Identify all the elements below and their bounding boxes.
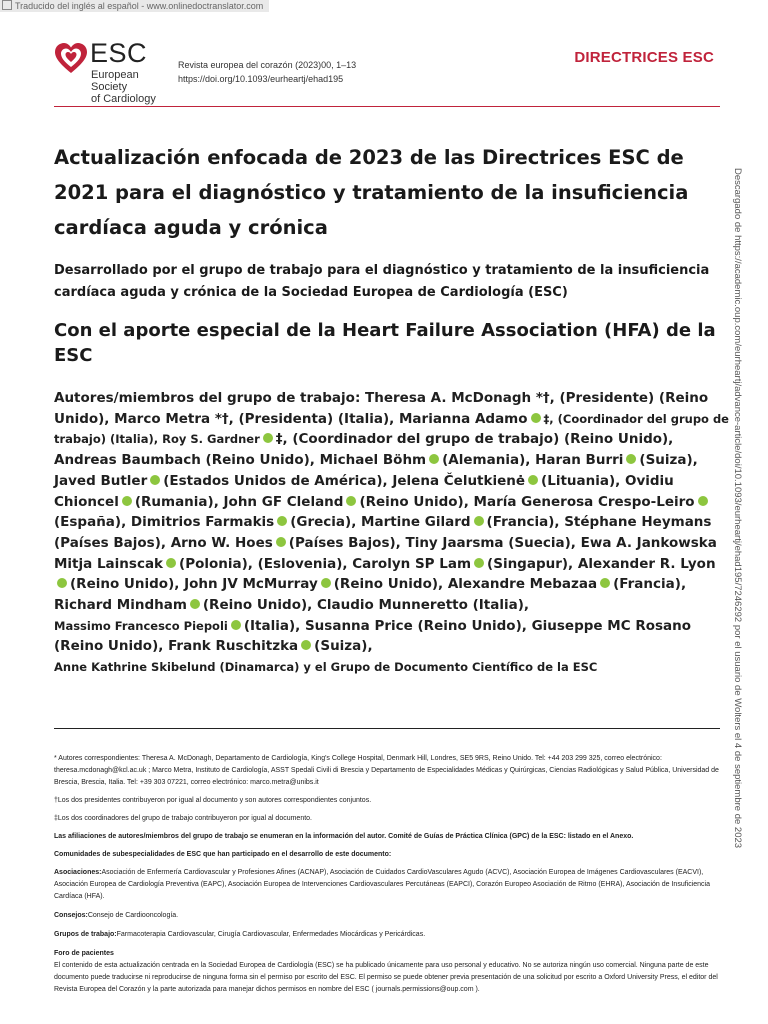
translator-banner[interactable] [0, 0, 269, 12]
authors-part: Anne Kathrine Skibelund (Dinamarca) y el Grupo de Documento Científico de la ESC [54, 660, 598, 675]
document-title: Actualización enfocada de 2023 de las Directrices ESC de 2021 para el diagnóstico y tratamiento de la insuficiencia cardíaca aguda y crónica [54, 146, 689, 239]
patient-forum-text: El contenido de esta actualización centrada en la Sociedad Europea de Cardiología (ESC) se ha publicado únicamente para uso personal y educativo. No se autoriza ningún uso comercial. Ninguna parte de este documento puede traducirse ni reproducirse de ninguna forma sin el permiso por escrito del ESC. El permiso se puede obtener previa presentación de una solicitud por escrito a Oxford University Press, el editor del Revista Europea del Corazón y la parte autorizada para manejar dichos permisos en nombre del ESC ( journals.permissions@oup.com ). [54, 962, 718, 993]
authors-part: (Estados Unidos de América), Jelena Čelutkienė [163, 472, 526, 489]
esc-logo [54, 38, 164, 105]
authors-part: (Reino Unido), Claudio Munneretto (Italia), [202, 597, 530, 614]
orcid-icon[interactable] [301, 640, 311, 650]
footnote-divider [54, 728, 720, 729]
special-contribution: Con el aporte especial de la Heart Failure Association (HFA) de la ESC [54, 320, 716, 366]
footnotes [54, 753, 724, 1002]
authors-part: (Lituania), Ovidiu Chioncel [54, 472, 674, 510]
orcid-icon[interactable] [276, 537, 286, 547]
authors-part: ‡, (Coordinador del grupo de trabajo) (Reino Unido), Andreas Baumbach (Reino Unido), Michael Böhm [54, 431, 674, 469]
associations-text: Asociación de Enfermería Cardiovascular y Profesiones Afines (ACNAP), Asociación de Cuidados CardioVasculares Agudo (ACVC), Asociación Europea de Imágenes Cardiovasculares (EACVI), Asociación Europea de Cardiología Preventiva (EAPC), Asociación Europea de Intervenciones Cardiovasculares Percutáneas (EAPCI), Corazón Europeo Asociación de Ritmo (EHRA), Asociación de Insuficiencia Cardíaca (HFA). [54, 869, 711, 900]
translator-banner-text: Traducido del inglés al español - www.onlinedoctranslator.com [15, 1, 264, 11]
authors-part: (Reino Unido), John JV McMurray [70, 576, 318, 593]
authors-part: †, (Presidente) (Reino Unido), Marco Metra * [54, 390, 709, 427]
orcid-icon[interactable] [166, 558, 176, 568]
orcid-icon[interactable] [600, 578, 610, 588]
heart-logo-icon [54, 42, 88, 76]
working-groups-text: Farmacoterapia Cardiovascular, Cirugía Cardiovascular, Enfermedades Miocárdicas y Pericárdicas. [116, 931, 426, 938]
orcid-icon[interactable] [429, 454, 439, 464]
authors-part: (Singapur), Alexander R. Lyon [487, 555, 716, 572]
authors-part: Massimo Francesco Piepoli [54, 618, 228, 633]
associations-label: Asociaciones: [54, 869, 102, 876]
patient-forum-label: Foro de pacientes [54, 950, 114, 957]
orcid-icon[interactable] [626, 454, 636, 464]
subspecialty-communities-heading: Comunidades de subespecialidades de ESC que han participado en el desarrollo de este documento: [54, 851, 392, 858]
authors-part: (Suiza), [314, 638, 373, 655]
orcid-icon[interactable] [122, 496, 132, 506]
orcid-icon[interactable] [277, 516, 287, 526]
councils-label: Consejos: [54, 912, 88, 919]
authors-part: (Reino Unido), María Generosa Crespo-Leiro [359, 493, 695, 510]
header-divider [54, 106, 720, 107]
authors-part: (Rumania), John GF Cleland [134, 493, 344, 510]
corresponding-authors-note: * Autores correspondientes: Theresa A. McDonagh, Departamento de Cardiología, King's College Hospital, Denmark Hill, Londres, SE5 9RS, Reino Unido. Tel: +44 203 299 325, correo electrónico: theresa.mcdonagh@kcl.ac.uk ; Marco Metra, Instituto de Cardiología, ASST Spedali Civili di Brescia y Departamento de Especialidades Médicas y Quirúrgicas, Ciencias Radiológicas y Salud Pública, Universidad de Brescia, Brescia, Italia. Tel: +39 303 07221, correo electrónico: marco.metra@unibs.it [54, 755, 719, 786]
authors-part: (Suiza), Javed Butler [54, 452, 698, 489]
authors-part: (Alemania), Haran Burri [442, 452, 624, 469]
orcid-icon[interactable] [150, 475, 160, 485]
authors-part: †, (Presidenta) (Italia), Marianna Adamo [221, 410, 528, 427]
coordinators-note: ‡Los dos coordinadores del grupo de trabajo contribuyeron por igual al documento. [54, 815, 313, 822]
guidelines-tag: DIRECTRICES ESC [574, 49, 714, 66]
authors-list [54, 388, 730, 678]
orcid-icon[interactable] [528, 475, 538, 485]
authors-part: (Polonia), (Eslovenia), Carolyn SP Lam [179, 555, 472, 572]
doi-link[interactable]: https://doi.org/10.1093/eurheartj/ehad195 [178, 74, 344, 84]
orcid-icon[interactable] [474, 558, 484, 568]
orcid-icon[interactable] [263, 433, 273, 443]
authors-part: ‡, (Coordinador del grupo de trabajo) (Italia), Roy S. Gardner [54, 411, 729, 447]
orcid-icon[interactable] [346, 496, 356, 506]
orcid-icon[interactable] [57, 578, 67, 588]
authors-part: (Países Bajos), Tiny Jaarsma (Suecia), Ewa A. Jankowska Mitja Lainscak [54, 534, 717, 572]
orcid-icon[interactable] [531, 413, 541, 423]
translate-icon [2, 0, 12, 10]
journal-reference: Revista europea del corazón (2023)00, 1–13 [178, 60, 357, 70]
esc-society-name: European Society of Cardiology [91, 69, 156, 105]
authors-part: (Grecia), Martine Gilard [290, 514, 471, 531]
authors-part: (Francia), Richard Mindham [54, 576, 687, 614]
orcid-icon[interactable] [190, 599, 200, 609]
affiliations-note: Las afiliaciones de autores/miembros del grupo de trabajo se enumeran en la información del autor. Comité de Guías de Práctica Clínica (GPC) de la ESC: listado en el Anexo. [54, 833, 634, 840]
orcid-icon[interactable] [321, 578, 331, 588]
orcid-icon[interactable] [231, 620, 241, 630]
orcid-icon[interactable] [698, 496, 708, 506]
authors-part: (Italia), Susanna Price (Reino Unido), Giuseppe MC Rosano (Reino Unido), Frank Ruschitzka [54, 617, 692, 655]
councils-text: Consejo de Cardiooncología. [87, 912, 179, 919]
authors-intro: Autores/miembros del grupo de trabajo: Theresa A. McDonagh * [54, 390, 543, 406]
journal-citation [178, 58, 356, 86]
authors-part: (Reino Unido), Alexandre Mebazaa [333, 576, 598, 593]
download-note: Descargado de https://academic.oup.com/eurheartj/advance-article/doi/10.1093/eurheartj/ehad195/7246292 por el usuario de Wolters el 4 de septiembre de 2023 [732, 168, 743, 849]
authors-part: (Francia), Stéphane Heymans (Países Bajos), Arno W. Hoes [54, 514, 712, 551]
chairs-note: †Los dos presidentes contribuyeron por igual al documento y son autores correspondientes conjuntos. [54, 797, 372, 804]
orcid-icon[interactable] [474, 516, 484, 526]
authors-part: (España), Dimitrios Farmakis [54, 514, 275, 531]
working-groups-label: Grupos de trabajo: [54, 931, 117, 938]
document-subtitle: Desarrollado por el grupo de trabajo para el diagnóstico y tratamiento de la insuficiencia cardíaca aguda y crónica de la Sociedad Europea de Cardiología (ESC) [54, 263, 710, 300]
esc-wordmark: ESC [90, 38, 148, 68]
